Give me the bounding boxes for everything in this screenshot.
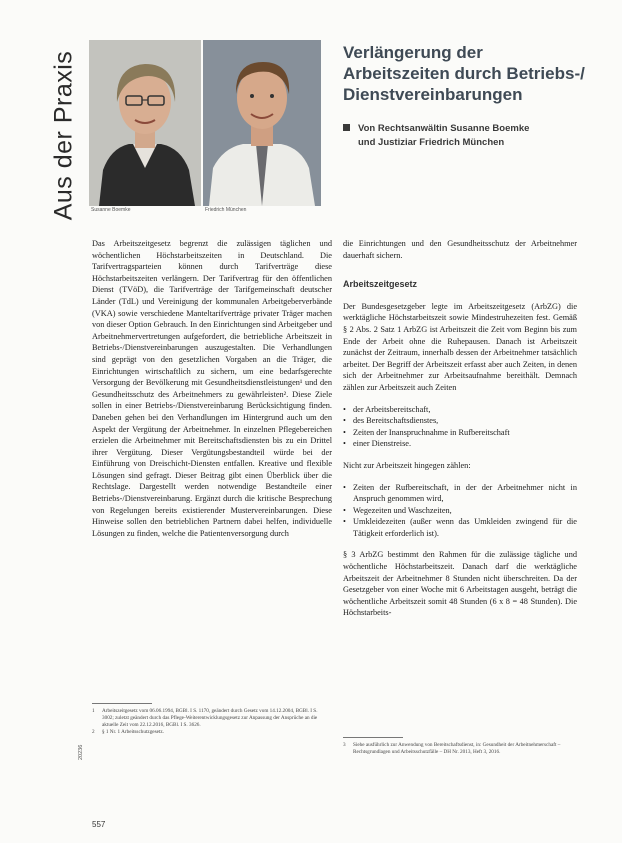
body-paragraph: § 3 ArbZG bestimmt den Rahmen für die zulässige tägliche und wöchentliche Höchstarbeitszeit. Danach darf die werktägliche Arbeitszeit der Arbeitnehmer 8 Stunden nicht überschreiten. Da der Gesetzgeber von einer Woche mit 6 Arbeitstagen ausgeht, beträgt die wöchentliche Arbeitszeit somit 48 Stunden (6 x 8 = 48 Stunden). Die Höchstarbeits- <box>343 550 577 618</box>
intro-paragraph: die Einrichtungen und den Gesundheitsschutz der Arbeitnehmer dauerhaft sichern. <box>343 239 577 260</box>
footnote: 2 § 1 Nr. 1 Arbeitsschutzgesetz. <box>92 729 164 735</box>
list-item: • der Arbeitsbereitschaft, <box>343 404 577 416</box>
section-label: Aus der Praxis <box>49 50 78 220</box>
square-bullet-icon <box>343 124 350 131</box>
footnote: 1 Arbeitszeitgesetz vom 06.06.1994, BGBl. I S. 1170, geändert durch Gesetz vom 14.12.2004, BGBl. I S. 3002; zuletzt geändert durch das Pflege-Weiterentwicklungsgesetz zur Anpassung der Ansprüche an die aktuelle Zeit vom 22.12.2016, BGBl. I S. 3626. <box>92 708 318 728</box>
list-item: • Umkleidezeiten (außer wenn das Umkleiden zwingend für die Tätigkeit erforderlich ist). <box>343 516 577 539</box>
list-item: • Zeiten der Rufbereitschaft, in der der Arbeitnehmer nicht in Anspruch genommen wird, <box>343 482 577 505</box>
margin-code: 20236 <box>78 744 84 760</box>
article-title: Verlängerung der Arbeitszeiten durch Betriebs-/ Dienstvereinbarungen <box>343 43 585 104</box>
author-photo-woman <box>89 40 201 206</box>
body-paragraph: Der Bundesgesetzgeber legte im Arbeitszeitgesetz (ArbZG) die werktägliche Höchstarbeitszeit sowie Mindestruhezeiten fest. Gemäß § 2 Abs. 2 Satz 1 ArbZG ist Arbeitszeit die Zeit vom Beginn bis zum Ende der Arbeit ohne die Ruhepausen. Danach ist Arbeitszeit zunächst der Zeitraum, innerhalb dessen der Arbeitnehmer tatsächlich arbeitet. Der Begriff der Arbeitszeit erfasst aber auch Zeiten, in denen sich der Arbeitnehmer zur Arbeitsaufnahme bereithält. Demnach zählen zur Arbeitszeit auch Zeiten <box>343 301 577 392</box>
text-column-left <box>92 238 332 539</box>
body-paragraph: Nicht zur Arbeitszeit hingegen zählen: <box>343 460 471 470</box>
text-column-right <box>343 238 577 619</box>
article-authors: Von Rechtsanwältin Susanne Boemke und Justiziar Friedrich München <box>343 122 593 150</box>
footnotes-right <box>343 742 577 756</box>
page-number: 557 <box>92 820 106 829</box>
footnote-divider <box>343 737 403 738</box>
author-photo-man <box>203 40 321 206</box>
list-item: • des Bereitschaftsdienstes, <box>343 415 577 427</box>
list-item: • Wegezeiten und Waschzeiten, <box>343 505 577 517</box>
list-item: • Zeiten der Inanspruchnahme in Rufbereitschaft <box>343 427 577 439</box>
footnotes-left <box>92 708 330 736</box>
photo-caption-right: Friedrich München <box>205 207 247 213</box>
photo-caption-left: Susanne Boemke <box>91 207 131 213</box>
footnote: 3 Siehe ausführlich zur Anwendung von Bereitschaftsdienst, in: Gesundheit der Arbeitnehmerschaft – Rechtsgrundlagen und Arbeitsschutzfälle – DH Nr. 2013, Heft 3, 2016. <box>343 742 561 755</box>
list-item: • einer Dienstreise. <box>343 438 577 450</box>
footnote-divider <box>92 703 152 704</box>
working-time-list <box>343 404 577 450</box>
non-working-time-list <box>343 482 577 540</box>
body-paragraph: Das Arbeitszeitgesetz begrenzt die zulässigen täglichen und wöchentlichen Höchstarbeitszeiten in Deutschland. Die Tarifvertragsparteien können durch Tarifverträge diese Höchstarbeitszeiten verlängern. Der Tarifvertrag für den öffentlichen Dienst (TVöD), die Tarifverträge der Tarifgemeinschaft deutscher Länder (TdL) und Vereinigung der kommunalen Arbeitgeberverbände (VKA) sowie verschiedene Manteltarifverträge privater Träger machen von dieser Option Gebrauch. In den Einrichtungen sind Arbeitgeber und Arbeitnehmervertretungen aufgefordert, die betriebliche Arbeitszeit in Betriebs-/Dienstvereinbarungen auszugestalten. Die Verhandlungen sind geprägt von den gesetzlichen Vorgaben an die Träger, die Einrichtungen wirtschaftlich zu sichern, um eine bedarfsgerechte Versorgung der Bevölkerung mit Gesundheitsdienstleistungen¹ und den Gesundheitsschutz des Arbeitnehmers zu gewährleisten². Diese Ziele sollen in einer Betriebs-/Dienstvereinbarung Berücksichtigung finden. Daneben gehen bei den Verhandlungen im Hintergrund auch um den Aspekt der Vergütung der Arbeitnehmer. In einzelnen Pflegebereichen erzielen die Arbeitnehmer mit Bereitschaftsdiensten bis zu ein Drittel ihrer Vergütung. Dieser Vergütungsbestandteil würde bei der Einführung von Dreischicht-Diensten entfallen. Kreative und flexible Lösungen sind gefragt. Dieser Beitrag gibt einen Überblick über die Rechtslage. Dargestellt werden notwendige Bestandteile einer Betriebs-/Dienstvereinbarung. Ergänzt durch die kritische Besprechung von Regelungen bereits existierender Mustervereinbarungen. Diese Hinweise sollen den betrieblichen Partnern dabei helfen, individuelle Lösungen zu finden, welche die Patientenversorgung durch <box>92 239 332 538</box>
section-heading: Arbeitszeitgesetz <box>343 279 418 290</box>
